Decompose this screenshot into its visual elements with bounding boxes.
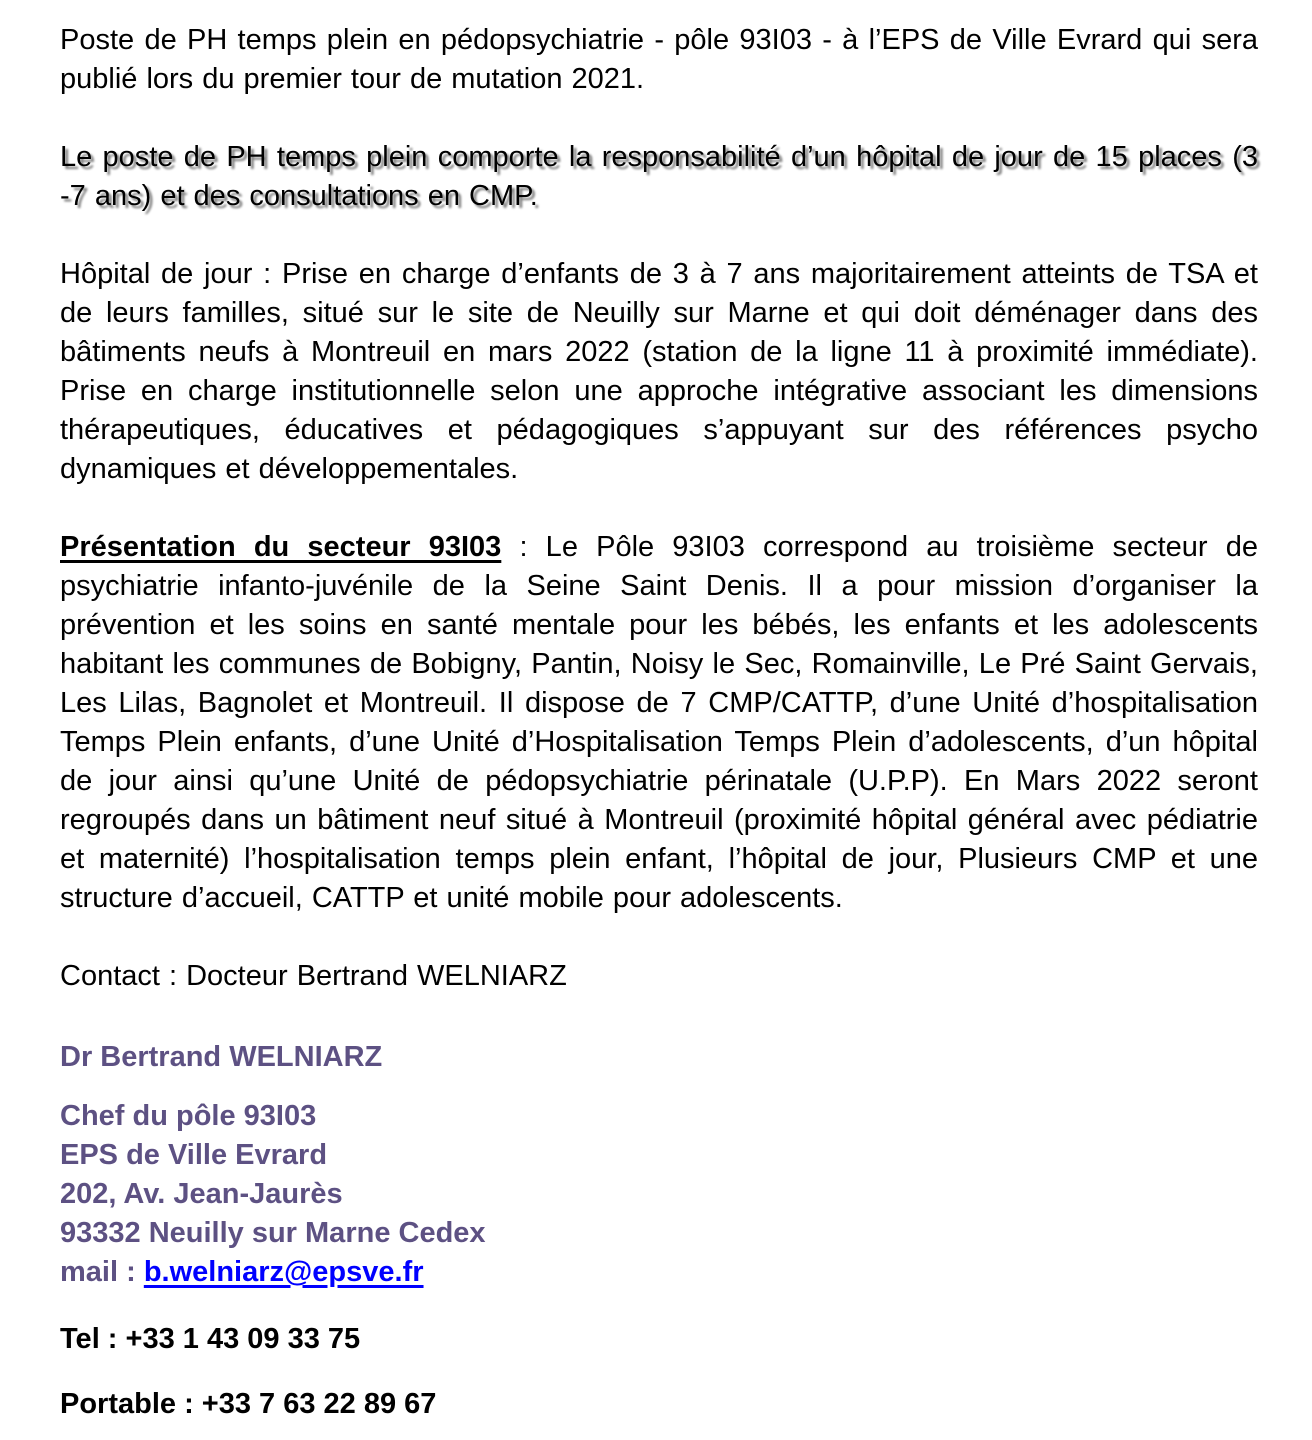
signature-role: Chef du pôle 93I03 xyxy=(60,1100,317,1132)
email-link[interactable]: b.welniarz@epsve.fr xyxy=(143,1256,424,1288)
signature-address-street: 202, Av. Jean-Jaurès xyxy=(60,1178,343,1210)
signature-organization: EPS de Ville Evrard xyxy=(60,1139,328,1171)
hopital-de-jour-paragraph: Hôpital de jour : Prise en charge d’enfants de 3 à 7 ans majoritairement atteints de TSA et de leurs familles, situé sur le site de Neuilly sur Marne et qui doit déménager dans des bâtiments neufs à Montreuil en mars 2022 (station de la ligne 11 à proximité immédiate). Prise en charge institutionnelle selon une approche intégrative associant les dimensions thérapeutiques, éducatives et pédagogiques s’appuyant sur des références psycho dynamiques et développementales. xyxy=(60,258,1258,485)
portable-line: Portable : +33 7 63 22 89 67 xyxy=(60,1388,437,1420)
signature-name: Dr Bertrand WELNIARZ xyxy=(60,1041,383,1073)
presentation-body: : Le Pôle 93I03 correspond au troisième secteur de psychiatrie infanto-juvénile de la Seine Saint Denis. Il a pour mission d’organiser la prévention et les soins en santé mentale pour les bébés, les enfants et les adolescents habitant les communes de Bobigny, Pantin, Noisy le Sec, Romainville, Le Pré Saint Gervais, Les Lilas, Bagnolet et Montreuil. Il dispose de 7 CMP/CATTP, d’une Unité d’hospitalisation Temps Plein enfants, d’une Unité d’Hospitalisation Temps Plein d’adolescents, d’un hôpital de jour ainsi qu’une Unité de pédopsychiatrie périnatale (U.P.P). En Mars 2022 seront regroupés dans un bâtiment neuf situé à Montreuil (proximité hôpital général avec pédiatrie et maternité) l’hospitalisation temps plein enfant, l’hôpital de jour, Plusieurs CMP et une structure d’accueil, CATTP et unité mobile pour adolescents. xyxy=(60,531,1258,914)
mail-label: mail : xyxy=(60,1256,144,1288)
signature-details xyxy=(60,1097,1258,1292)
signature-address-city: 93332 Neuilly sur Marne Cedex xyxy=(60,1217,486,1249)
signature-block xyxy=(60,1038,1258,1292)
presentation-heading: Présentation du secteur 93I03 xyxy=(60,531,502,563)
tel-line: Tel : +33 1 43 09 33 75 xyxy=(60,1323,361,1355)
highlight-paragraph: Le poste de PH temps plein comporte la responsabilité d’un hôpital de jour de 15 places (3 -7 ans) et des consultations en CMP. xyxy=(60,141,1258,212)
intro-paragraph: Poste de PH temps plein en pédopsychiatrie - pôle 93I03 - à l’EPS de Ville Evrard qui sera publié lors du premier tour de mutation 2021. xyxy=(60,24,1258,95)
presentation-paragraph xyxy=(60,528,1258,918)
contact-line: Contact : Docteur Bertrand WELNIARZ xyxy=(60,960,567,992)
signature-mail-line xyxy=(60,1253,1258,1292)
